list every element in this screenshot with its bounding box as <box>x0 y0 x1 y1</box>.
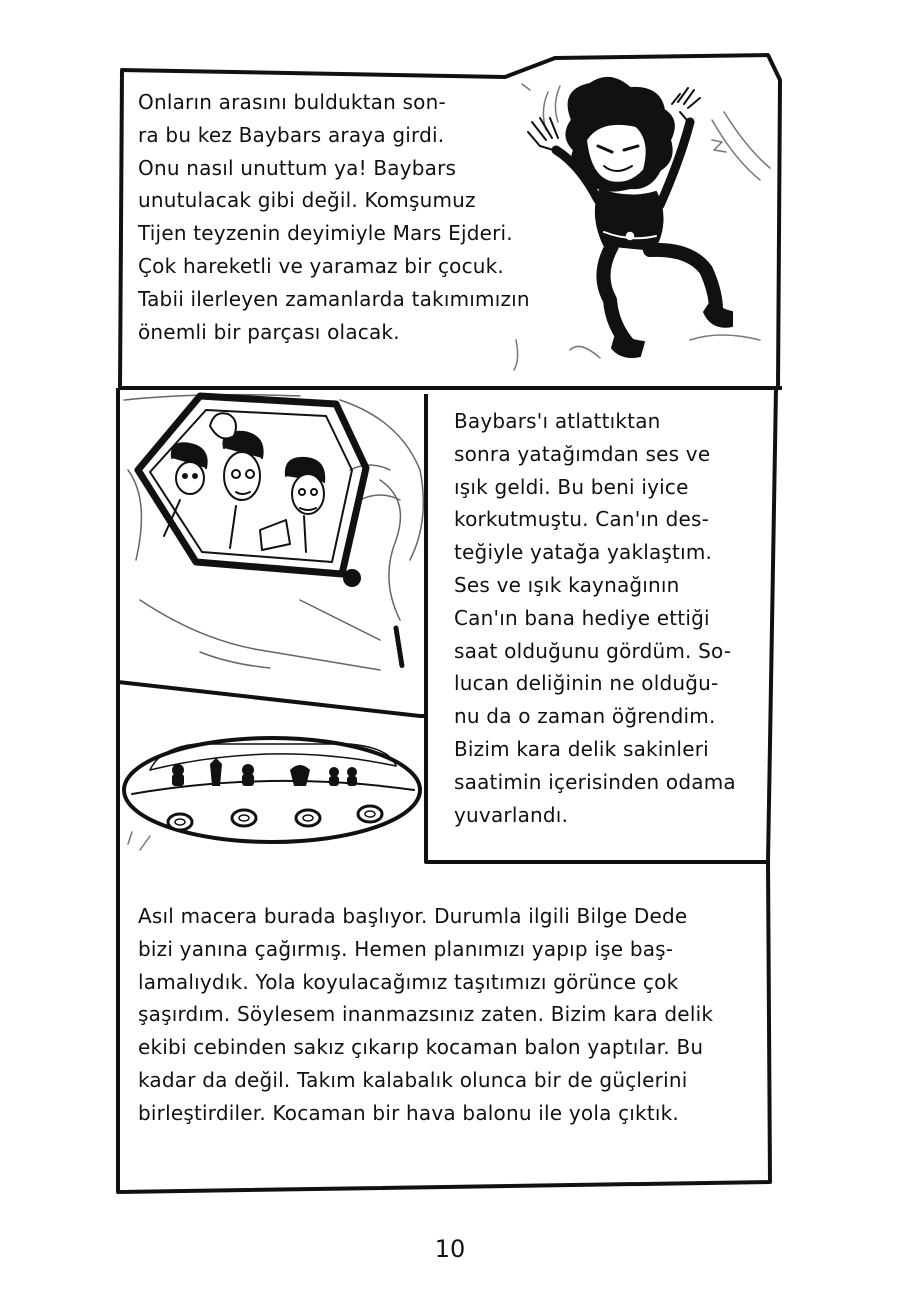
top-panel-text <box>138 86 530 348</box>
text-line: nu da o zaman öğrendim. <box>454 704 716 729</box>
text-line: Bizim kara delik sakinleri <box>454 736 709 761</box>
middle-panel-text <box>454 405 736 831</box>
text-line: Asıl macera burada başlıyor. Durumla ilgili Bilge Dede <box>138 904 688 928</box>
text-line: ra bu kez Baybars araya girdi. <box>138 122 445 147</box>
watch-with-children-drawing <box>124 395 423 670</box>
bottom-panel-text <box>138 900 713 1130</box>
text-line: önemli bir parçası olacak. <box>138 319 400 344</box>
text-line: lucan deliğinin ne olduğu- <box>454 671 719 696</box>
text-line: ekibi cebinden sakız çıkarıp kocaman balon yaptılar. Bu <box>138 1035 704 1060</box>
text-line: teğiyle yatağa yaklaştım. <box>454 540 713 565</box>
text-line: Onların arasını bulduktan son- <box>138 90 446 114</box>
text-line: yuvarlandı. <box>454 802 569 827</box>
page-number: 10 <box>434 1235 466 1263</box>
text-line: Tijen teyzenin deyimiyle Mars Ejderi. <box>138 221 513 246</box>
text-line: korkutmuştu. Can'ın des- <box>454 507 710 532</box>
text-line: lamalıydık. Yola koyulacağımız taşıtımızı görünce çok <box>138 969 679 994</box>
text-line: şaşırdım. Söylesem inanmazsınız zaten. Bizim kara delik <box>138 1002 714 1027</box>
text-line: birleştirdiler. Kocaman bir hava balonu ile yola çıktık. <box>138 1100 679 1125</box>
text-line: Tabii ilerleyen zamanlarda takımımızın <box>138 286 530 311</box>
text-line: bizi yanına çağırmış. Hemen planımızı yapıp işe baş- <box>138 936 674 961</box>
text-line: saatimin içerisinden odama <box>454 769 736 794</box>
text-line: Çok hareketli ve yaramaz bir çocuk. <box>138 253 504 278</box>
text-line: Onu nasıl unuttum ya! Baybars <box>138 155 457 180</box>
text-line: unutulacak gibi değil. Komşumuz <box>138 188 476 213</box>
text-line: Can'ın bana hediye ettiği <box>454 605 710 630</box>
text-line: saat olduğunu gördüm. So- <box>454 638 732 663</box>
text-line: sonra yatağımdan ses ve <box>454 441 711 466</box>
text-line: kadar da değil. Takım kalabalık olunca bir de güçlerini <box>138 1067 688 1092</box>
text-line: ışık geldi. Bu beni iyice <box>454 474 689 499</box>
capsule-panel-border <box>118 682 426 716</box>
capsule-vehicle-drawing <box>124 738 420 850</box>
jumping-child-drawing <box>514 78 770 370</box>
text-line: Ses ve ışık kaynağının <box>454 572 680 597</box>
text-line: Baybars'ı atlattıktan <box>454 409 661 433</box>
